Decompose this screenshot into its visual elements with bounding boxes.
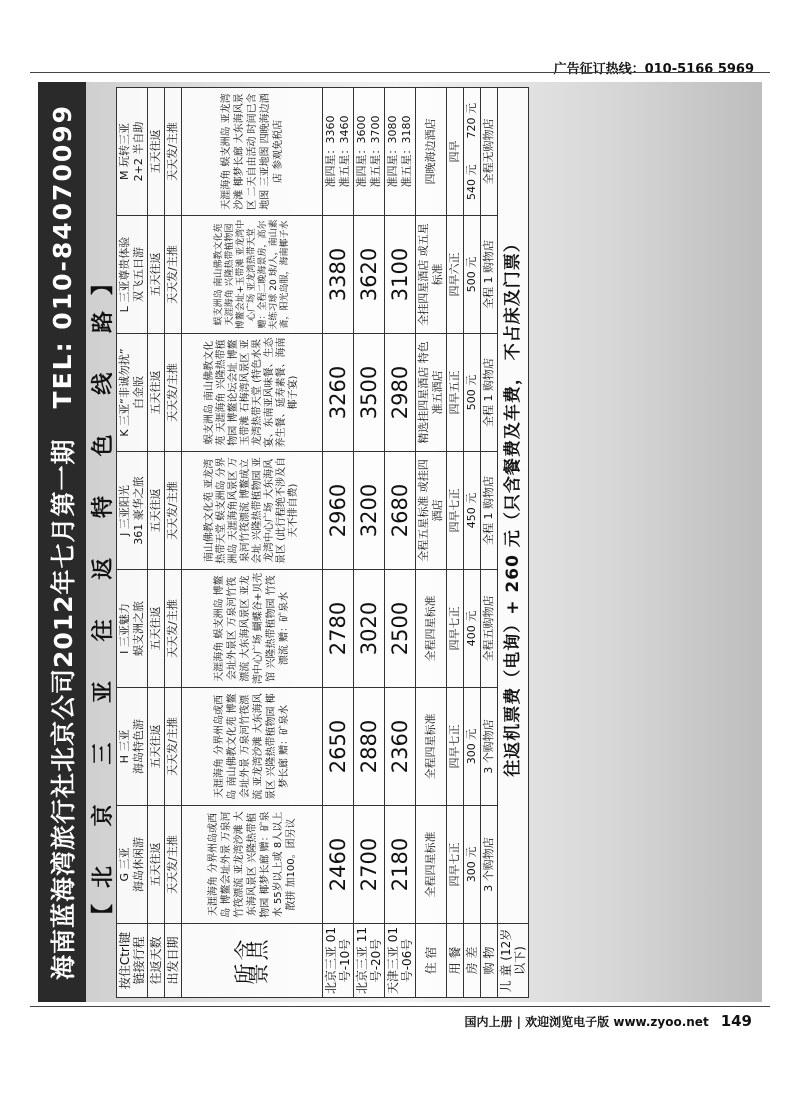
price-cell: 3620 <box>354 216 385 334</box>
dep-cell: 天天发/主推 <box>165 688 182 806</box>
row-hotel <box>416 88 447 998</box>
dep-cell: 天天发/主推 <box>165 806 182 924</box>
shop-cell: 全程五购物店 <box>481 570 498 688</box>
top-rule <box>30 72 770 73</box>
shop-cell: 全程 1 购物店 <box>481 216 498 334</box>
days-cell: 五天往返 <box>148 806 165 924</box>
label-link: 按住Ctrl键链接行程 <box>117 924 148 998</box>
route-l-name[interactable]: L 三亚尊贵体验 双飞五日游 <box>117 216 148 334</box>
spots-cell: 蜈支洲岛 南山佛教文化苑 天涯海角 兴隆热带植物园 博鳌论坛会址 博鳌玉带滩 石梅湾风景区 亚龙湾热带天堂 (特色水果宴、东南亚风味餐、生态养生餐、延寿素餐、海南椰子宴) <box>182 334 323 452</box>
diff-cell-m: 540 元 720 元 <box>464 88 481 216</box>
m-price-cell: 准四星：3080 准五星：3180 <box>385 88 416 216</box>
page-footer <box>464 1012 752 1030</box>
spots-cell: 天涯海角 分界州岛或西岛 博鳌会址外景 万泉河竹筏漂流 亚龙湾沙滩 大东海风景区 兴隆热带植物园 椰梦长廊 赠：矿泉水 55岁以上或 8人以上散拼 加100。团另议 <box>182 806 323 924</box>
price-cell: 3100 <box>385 216 416 334</box>
dep-cell: 天天发/主推 <box>165 216 182 334</box>
spots-cell: 蜈支洲岛 南山佛教文化苑 天涯海角 兴隆热带植物园 博鳌会址+玉带滩 亚龙湾中心广场 亚龙湾热带天堂 赠：全程二晚海景房，高尔夫练习球 20 球/人，南山素斋，阳光岛服，海南椰子水 <box>182 216 323 334</box>
meal-cell: 四早七正 <box>447 452 464 570</box>
shop-cell: 全程无购物店 <box>481 88 498 216</box>
ad-panel <box>38 82 762 1002</box>
ad-hotline: 广告征订热线：010-5166 5969 <box>553 62 754 77</box>
price-cell: 2700 <box>354 806 385 924</box>
diff-cell: 500 元 <box>464 334 481 452</box>
spots-cell: 天涯海角 蜈支洲岛 亚龙湾沙滩 椰梦长廊 大东海风景区 二天自由活动 时间已含地图 三亚地图 四晚海边酒店 参观免税店 <box>182 88 323 216</box>
shop-cell: 3 个购物店 <box>481 806 498 924</box>
price-cell: 3200 <box>354 452 385 570</box>
price-cell: 2650 <box>323 688 354 806</box>
label-departure: 出发日期 <box>165 924 182 998</box>
title-bar <box>38 82 86 1002</box>
row-departure <box>165 88 182 998</box>
price-cell: 2880 <box>354 688 385 806</box>
route-j-name[interactable]: J 三亚阳光 361 豪华之旅 <box>117 452 148 570</box>
label-date-2: 北京三亚 11号-20号 <box>354 924 385 998</box>
label-meal: 用 餐 <box>447 924 464 998</box>
price-cell: 3020 <box>354 570 385 688</box>
row-room-diff <box>464 88 481 998</box>
row-price-3 <box>385 88 416 998</box>
child-price-note: 往返机票费（电询）+ 260 元（只含餐费及车费， 不占床及门票） <box>498 88 529 924</box>
route-h-name[interactable]: H 三亚 海岛特色游 <box>117 688 148 806</box>
route-i-name[interactable]: I 三亚魅力 蜈支洲之旅 <box>117 570 148 688</box>
shop-cell: 全程 1 购物店 <box>481 334 498 452</box>
dep-cell: 天天发/主推 <box>165 88 182 216</box>
price-cell: 3380 <box>323 216 354 334</box>
row-route-name <box>117 88 148 998</box>
band-close: 】 <box>90 257 116 296</box>
label-shopping: 购 物 <box>481 924 498 998</box>
spots-cell: 天涯海角 蜈支洲岛 博鳌会址外景区 万泉河竹筏漂流 大东海风景区 亚龙湾中心广场 蝴蝶谷+贝壳馆 兴隆热带植物园 竹筏漂流 赠：矿泉水 <box>182 570 323 688</box>
days-cell: 五天往返 <box>148 570 165 688</box>
days-cell: 五天往返 <box>148 334 165 452</box>
price-cell: 2980 <box>385 334 416 452</box>
diff-cell: 300 元 <box>464 688 481 806</box>
price-cell: 2180 <box>385 806 416 924</box>
shop-cell: 3 个购物店 <box>481 688 498 806</box>
row-price-2 <box>354 88 385 998</box>
route-table <box>116 87 529 998</box>
hotel-cell: 全程五星标准 或挂四酒店 <box>416 452 447 570</box>
hotel-cell: 精选挂四星酒店 特色准五酒店 <box>416 334 447 452</box>
label-days: 往返天数 <box>148 924 165 998</box>
diff-cell: 400 元 <box>464 570 481 688</box>
price-cell: 2500 <box>385 570 416 688</box>
meal-cell: 四早七正 <box>447 688 464 806</box>
hotel-cell: 四晚海边酒店 <box>416 88 447 216</box>
bottom-rule <box>30 1006 770 1007</box>
label-date-3: 天津三亚 01号-06号 <box>385 924 416 998</box>
hotel-cell: 全程四星标准 <box>416 688 447 806</box>
title-text: 海南蓝海湾旅行社北京公司2012年七月第一期 <box>49 438 78 981</box>
days-cell: 五天往返 <box>148 452 165 570</box>
meal-cell: 四早五正 <box>447 334 464 452</box>
days-cell: 五天往返 <box>148 688 165 806</box>
m-price-cell: 准四星：3600 准五星：3700 <box>354 88 385 216</box>
label-hotel: 住 宿 <box>416 924 447 998</box>
spots-cell: 天涯海角 分界州岛或西岛 南山佛教文化苑 博鳌会址外景 万泉河竹筏漂流 亚龙湾沙滩 大东海风景区 兴隆热带植物园 椰梦长廊 赠：矿泉水 <box>182 688 323 806</box>
diff-cell: 450 元 <box>464 452 481 570</box>
spots-cell: 南山佛教文化苑 亚龙湾热带天堂 蜈支洲岛 分界洲岛 天涯海角风景区 万泉河竹筏漂流 博鳌成立会址 兴隆热带植物园 亚龙湾中心广场 大东海风景区 (此行程绝不涉及自天不排自费) <box>182 452 323 570</box>
price-cell: 2960 <box>323 452 354 570</box>
price-cell: 2460 <box>323 806 354 924</box>
footer-text: 国内上册 | 欢迎浏览电子版 www.zyoo.net <box>464 1015 709 1029</box>
route-k-name[interactable]: K 三亚“非诚勿扰” 白金版 <box>117 334 148 452</box>
diff-cell: 500 元 <box>464 216 481 334</box>
price-cell: 3260 <box>323 334 354 452</box>
hotel-cell: 全程四星标准 <box>416 806 447 924</box>
price-cell: 2680 <box>385 452 416 570</box>
route-g-name[interactable]: G 三亚 海岛休闲游 <box>117 806 148 924</box>
dep-cell: 天天发/主推 <box>165 570 182 688</box>
route-band <box>86 82 116 1002</box>
meal-cell: 四早七正 <box>447 570 464 688</box>
m-price-cell: 准四星：3360 准五星：3460 <box>323 88 354 216</box>
shop-cell: 全程 1 购物店 <box>481 452 498 570</box>
band-text: 北 京 三 亚 往 返 特 色 线 路 <box>90 295 116 888</box>
route-m-name[interactable]: M 玩转三亚 2+2 半自助 <box>117 88 148 216</box>
row-days <box>148 88 165 998</box>
page-number: 149 <box>720 1012 752 1030</box>
row-price-1 <box>323 88 354 998</box>
row-shopping <box>481 88 498 998</box>
price-cell: 2780 <box>323 570 354 688</box>
label-date-1: 北京三亚 01号-10号 <box>323 924 354 998</box>
row-spots <box>182 88 323 998</box>
label-child: 儿 童 (12岁以下) <box>498 924 529 998</box>
hotel-cell: 全挂四星酒店 或五星标准 <box>416 216 447 334</box>
hotel-cell: 全程四星标准 <box>416 570 447 688</box>
price-cell: 3500 <box>354 334 385 452</box>
days-cell: 五天往返 <box>148 216 165 334</box>
dep-cell: 天天发/主推 <box>165 334 182 452</box>
row-child <box>498 88 529 998</box>
diff-cell: 300 元 <box>464 806 481 924</box>
label-spots: 所含景点 <box>182 924 323 998</box>
row-meal <box>447 88 464 998</box>
meal-cell: 四早六正 <box>447 216 464 334</box>
meal-cell: 四早七正 <box>447 806 464 924</box>
price-cell: 2360 <box>385 688 416 806</box>
label-room-diff: 房 差 <box>464 924 481 998</box>
rotated-content <box>38 82 762 1002</box>
days-cell: 五天往返 <box>148 88 165 216</box>
dep-cell: 天天发/主推 <box>165 452 182 570</box>
meal-cell: 四早 <box>447 88 464 216</box>
band-open: 【 <box>90 887 116 926</box>
title-tel: TEL: 010-84070099 <box>47 103 77 409</box>
